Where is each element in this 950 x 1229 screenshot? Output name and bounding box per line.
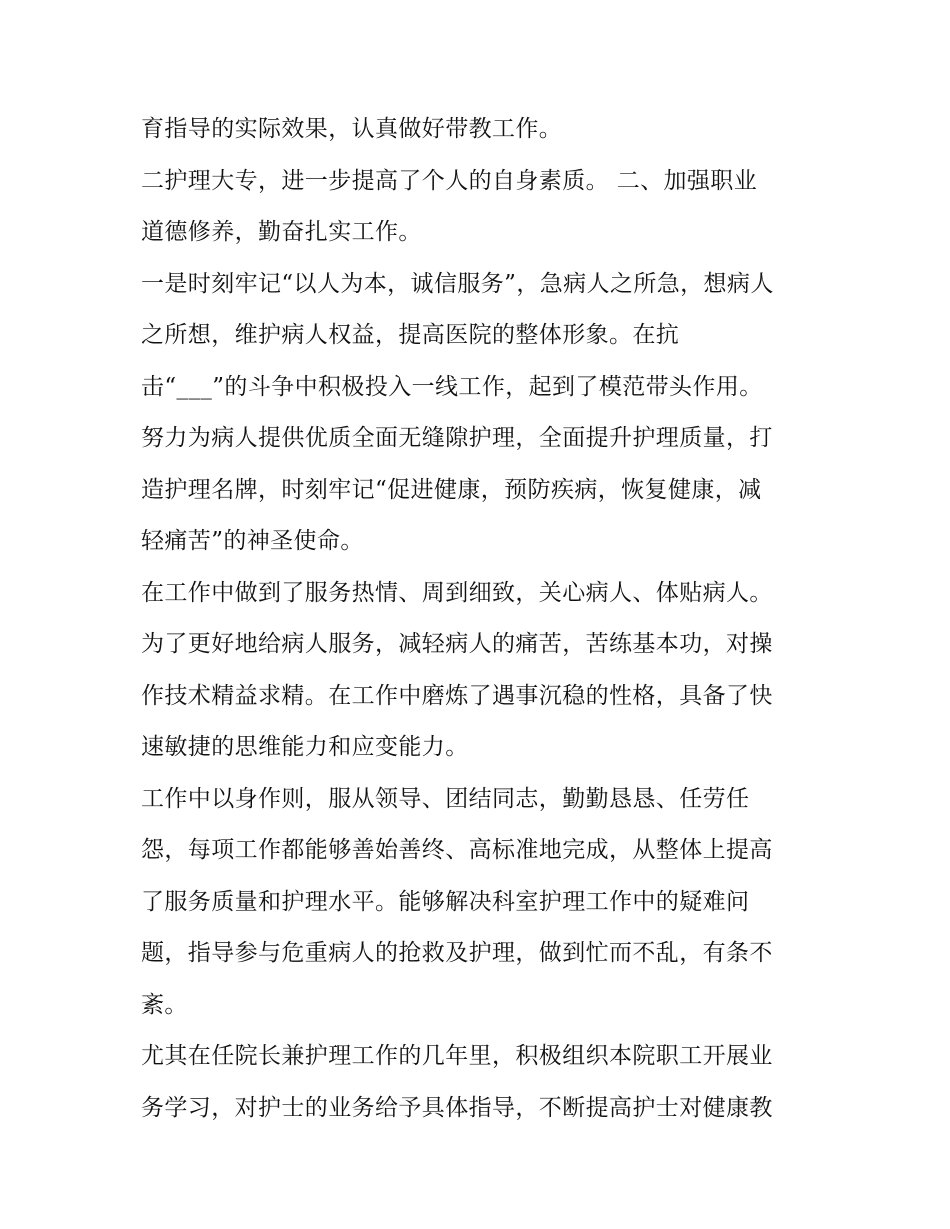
text-line: 造护理名牌，时刻牢记“促进健康，预防疾病，恢复健康，减 [141, 476, 762, 503]
text-line: 努力为病人提供优质全面无缝隙护理，全面提升护理质量，打 [141, 425, 773, 451]
text-line: 之所想，维护病人权益，提高医院的整体形象。在抗 [141, 322, 680, 348]
text-line: 务学习，对护士的业务给予具体指导，不断提高护士对健康教 [141, 1094, 773, 1121]
text-line: 紊。 [141, 991, 188, 1018]
text-line: 育指导的实际效果，认真做好带教工作。 [141, 116, 563, 142]
text-line: 了服务质量和护理水平。能够解决科室护理工作中的疑难问 [141, 888, 750, 915]
text-line: 怨，每项工作都能够善始善终、高标准地完成，从整体上提高 [141, 837, 773, 863]
text-line: 一是时刻牢记“以人为本，诚信服务”，急病人之所急，想病人 [141, 270, 774, 297]
text-line: 二护理大专，进一步提高了个人的自身素质。 二、加强职业 [141, 167, 758, 194]
document-body [141, 104, 821, 1134]
text-line: 道德修养，勤奋扎实工作。 [141, 219, 422, 245]
text-line: 在工作中做到了服务热情、周到细致，关心病人、体贴病人。 [141, 579, 773, 606]
text-line: 作技术精益求精。在工作中磨炼了遇事沉稳的性格，具备了快 [141, 682, 773, 709]
text-line: 速敏捷的思维能力和应变能力。 [141, 734, 469, 760]
text-line: 为了更好地给病人服务，减轻病人的痛苦，苦练基本功，对操 [141, 631, 773, 657]
text-line: 题，指导参与危重病人的抢救及护理，做到忙而不乱，有条不 [141, 940, 773, 966]
text-line: 击“___”的斗争中积极投入一线工作，起到了模范带头作用。 [141, 373, 763, 400]
text-line: 工作中以身作则，服从领导、团结同志，勤勤恳恳、任劳任 [141, 785, 750, 812]
text-line: 轻痛苦”的神圣使命。 [141, 528, 364, 554]
text-line: 尤其在任院长兼护理工作的几年里，积极组织本院职工开展业 [141, 1043, 773, 1069]
